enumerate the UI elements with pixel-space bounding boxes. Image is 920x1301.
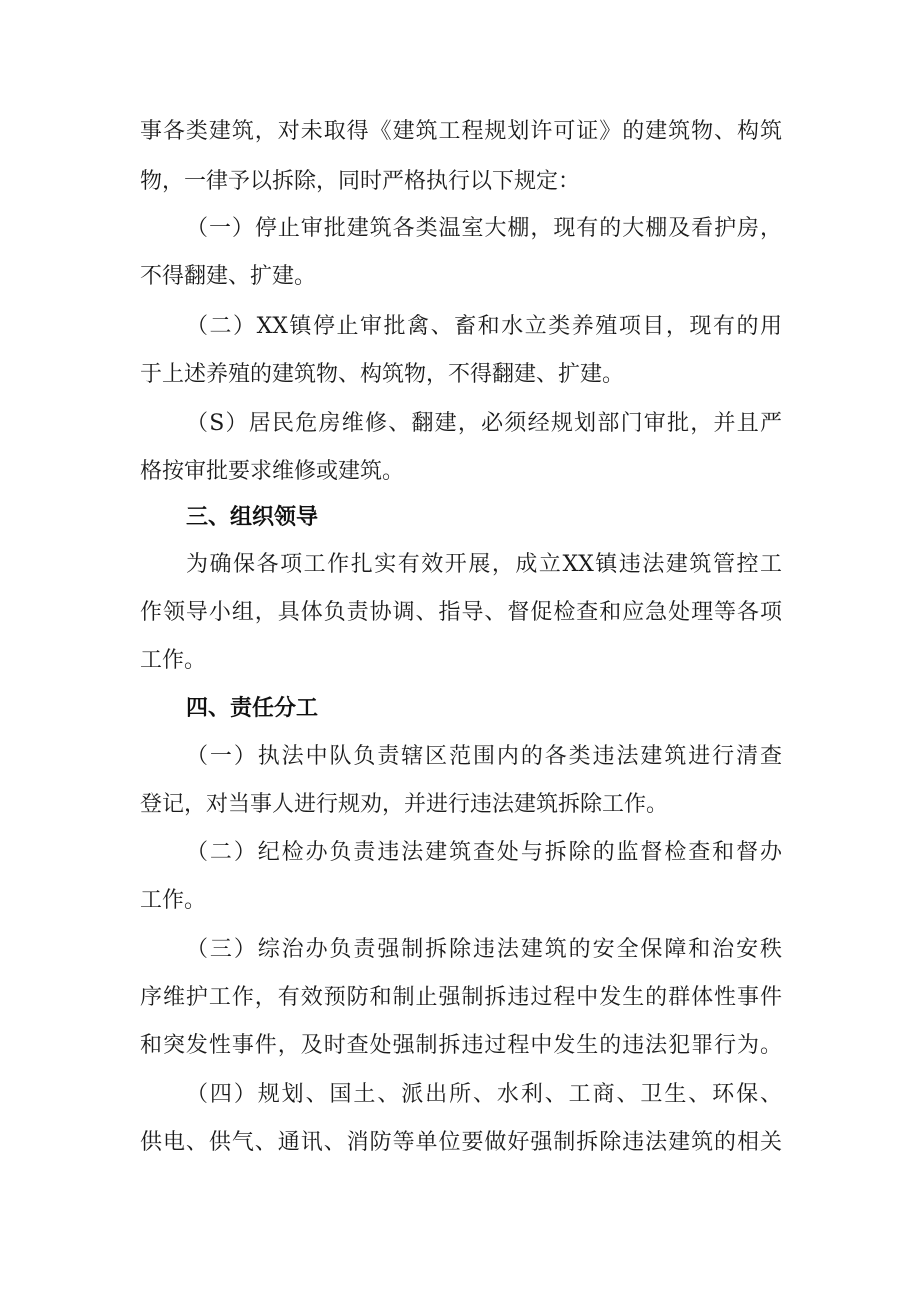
text-line: 和突发性事件，及时查处强制拆违过程中发生的违法犯罪行为。 [140,1033,782,1058]
text-line: 不得翻建、扩建。 [140,264,317,289]
text-line: 登记，对当事人进行规劝，并进行违法建筑拆除工作。 [140,792,669,817]
list-item-line: （二）XX镇停止审批禽、畜和水立类养殖项目，现有的用 [186,314,782,339]
section-heading: 三、组织领导 [186,505,319,530]
list-item-line: （二）纪检办负责违法建筑查处与拆除的监督检查和督办 [186,840,782,865]
list-item-line: （一）停止审批建筑各类温室大棚，现有的大棚及看护房， [186,216,782,241]
text-line: 作领导小组，具体负责协调、指导、督促检查和应急处理等各项 [140,600,782,625]
list-item-line: （S）居民危房维修、翻建，必须经规划部门审批，并且严 [186,411,782,436]
text-line: 工作。 [140,888,207,913]
text-line: 于上述养殖的建筑物、构筑物，不得翻建、扩建。 [140,362,625,387]
text-line: 格按审批要求维修或建筑。 [140,459,405,484]
text-line: 供电、供气、通讯、消防等单位要做好强制拆除违法建筑的相关 [140,1130,782,1155]
list-item-line: （三）综治办负责强制拆除违法建筑的安全保障和治安秩 [186,937,782,962]
text-line: 事各类建筑，对未取得《建筑工程规划许可证》的建筑物、构筑 [140,119,782,144]
list-item-line: （四）规划、国土、派出所、水利、工商、卫生、环保、 [186,1082,782,1107]
text-line: 物，一律予以拆除，同时严格执行以下规定： [140,169,581,194]
list-item-line: （一）执法中队负责辖区范围内的各类违法建筑进行清查 [186,744,782,769]
text-line: 序维护工作，有效预防和制止强制拆违过程中发生的群体性事件 [140,985,782,1010]
text-line: 工作。 [140,648,207,673]
section-heading: 四、责任分工 [186,696,319,721]
text-line: 为确保各项工作扎实有效开展，成立XX镇违法建筑管控工 [186,552,782,577]
